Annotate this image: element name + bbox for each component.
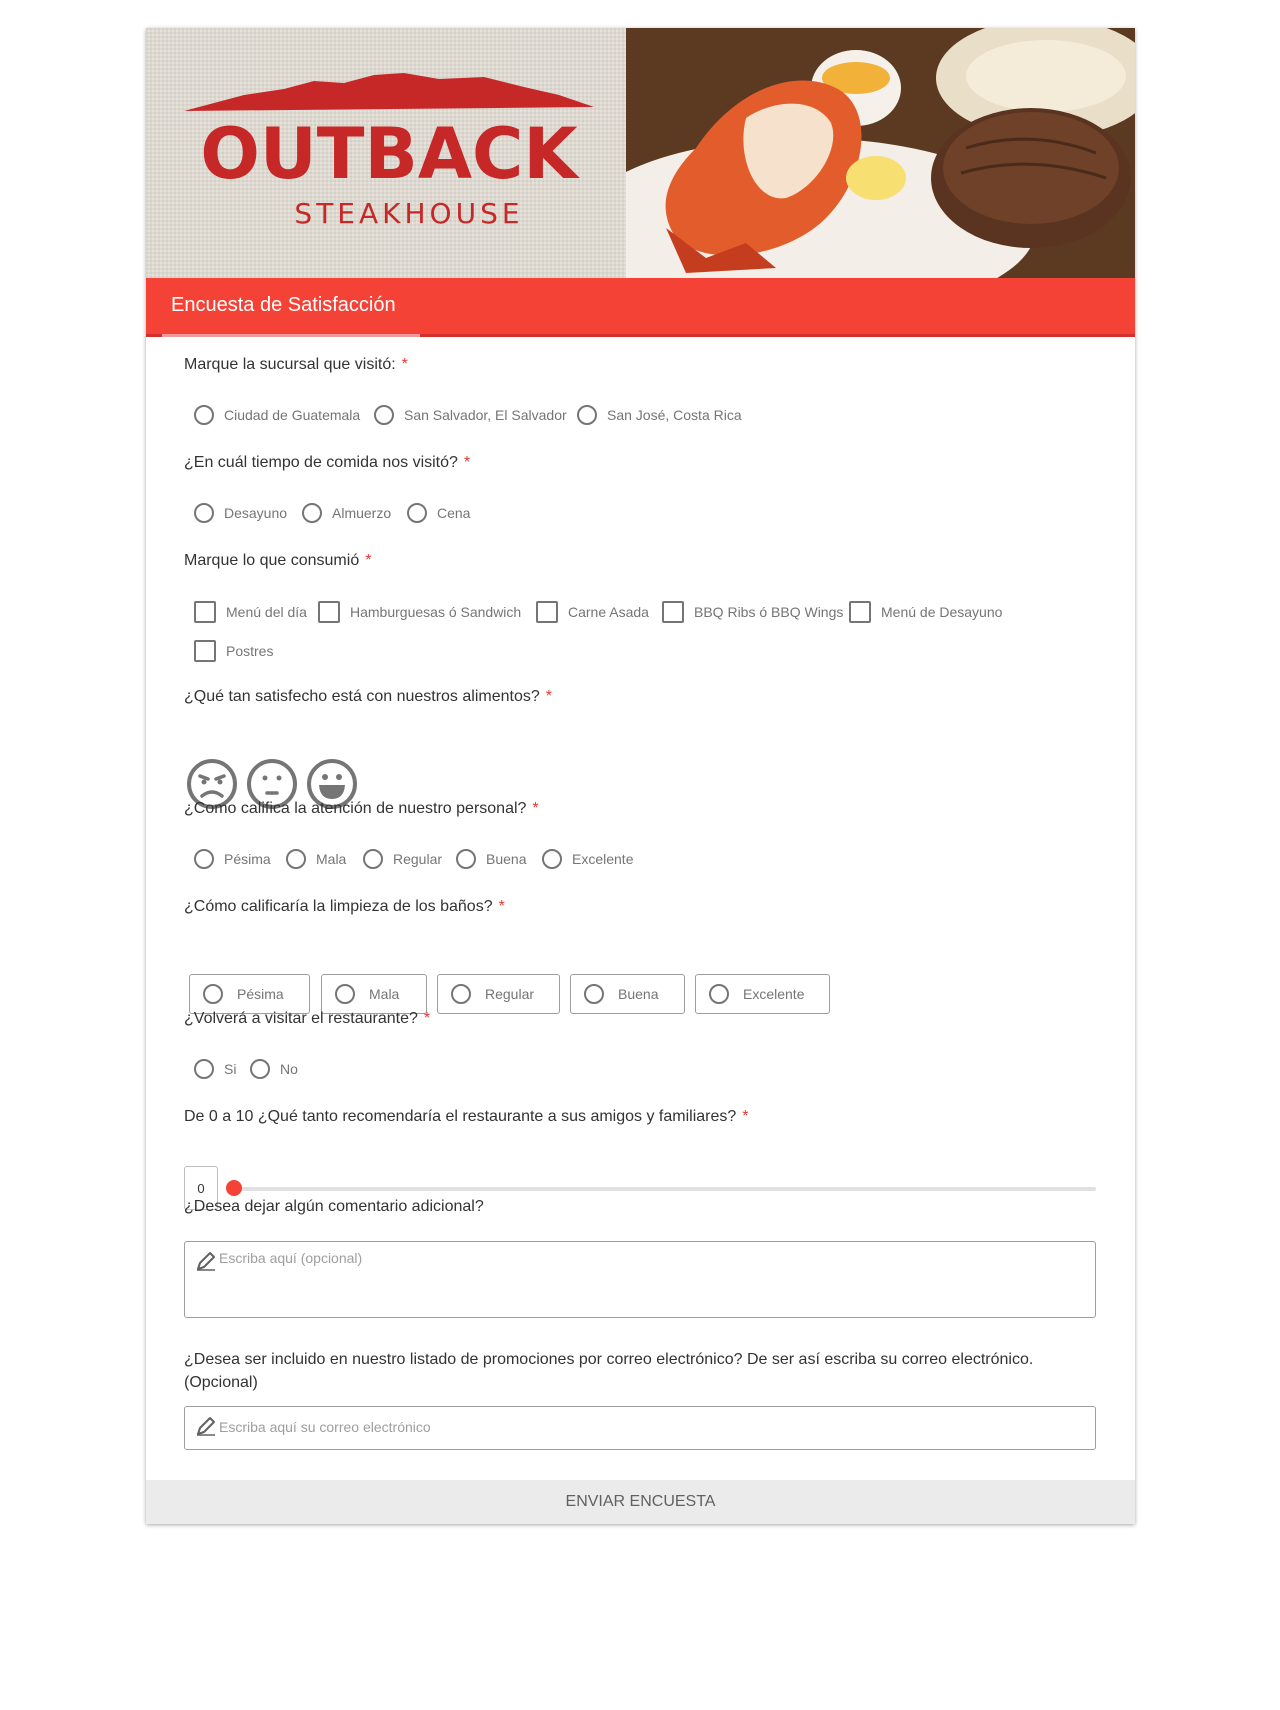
option-label: Mala (369, 986, 400, 1002)
radio-bath-regular[interactable] (437, 974, 560, 1014)
banner-image (146, 28, 1135, 278)
question-meal-time-label: ¿En cuál tiempo de comida nos visitó? (184, 454, 458, 471)
pencil-icon (195, 1415, 217, 1437)
option-label: Pésima (237, 986, 284, 1002)
required-mark: * (401, 356, 408, 373)
title-tab-indicator (162, 334, 420, 337)
question-recommend-label: De 0 a 10 ¿Qué tanto recomendaría el restaurante a sus amigos y familiares? (184, 1108, 737, 1125)
required-mark: * (742, 1108, 749, 1125)
radio-circle[interactable] (194, 503, 214, 523)
recommend-slider-thumb[interactable] (226, 1180, 242, 1196)
checkbox-box[interactable] (536, 601, 558, 623)
question-recommend (184, 1108, 749, 1126)
question-email-label: ¿Desea ser incluido en nuestro listado de promociones por correo electrónico? De ser así escriba su correo electrónico. (Opcional) (184, 1351, 1034, 1391)
radio-circle[interactable] (250, 1059, 270, 1079)
question-consumed-label: Marque lo que consumió (184, 552, 360, 569)
radio-staff-regular[interactable] (363, 849, 442, 869)
required-mark: * (532, 800, 539, 817)
radio-circle[interactable] (709, 984, 729, 1004)
radio-return-si[interactable] (194, 1059, 236, 1079)
question-branch (184, 356, 408, 374)
radio-circle[interactable] (302, 503, 322, 523)
option-label: Hamburguesas ó Sandwich (350, 604, 522, 620)
recommend-value-box: 0 (184, 1166, 218, 1210)
radio-circle[interactable] (194, 405, 214, 425)
logo-text-outback: OUTBACK (200, 113, 578, 195)
checkbox-box[interactable] (662, 601, 684, 623)
required-mark: * (423, 1010, 431, 1027)
option-label: Si (224, 1061, 237, 1077)
option-label: Excelente (572, 851, 634, 867)
email-field[interactable] (184, 1406, 1096, 1450)
checkbox-box[interactable] (318, 601, 340, 623)
option-label: Ciudad de Guatemala (224, 407, 361, 423)
radio-return-no[interactable] (250, 1059, 298, 1079)
comment-field[interactable] (184, 1241, 1096, 1318)
radio-bath-excelente[interactable] (695, 974, 830, 1014)
radio-bath-buena[interactable] (570, 974, 685, 1014)
survey-title-bar (146, 278, 1135, 337)
radio-branch-san-salvador[interactable] (374, 405, 567, 425)
option-label: San Salvador, El Salvador (404, 407, 567, 423)
option-label: No (280, 1061, 298, 1077)
radio-staff-excelente[interactable] (542, 849, 633, 869)
recommend-slider-track[interactable] (234, 1187, 1096, 1191)
question-branch-label: Marque la sucursal que visitó: (184, 356, 396, 373)
radio-meal-almuerzo[interactable] (302, 503, 391, 523)
question-return (184, 1010, 430, 1028)
question-staff (184, 800, 539, 818)
radio-circle[interactable] (363, 849, 383, 869)
survey-title: Encuesta de Satisfacción (171, 294, 396, 316)
email-input[interactable] (219, 1419, 1085, 1435)
radio-circle[interactable] (542, 849, 562, 869)
question-bathrooms-label: ¿Cómo calificaría la limpieza de los baños? (184, 898, 493, 915)
checkbox-box[interactable] (194, 601, 216, 623)
radio-circle[interactable] (584, 984, 604, 1004)
option-label: Almuerzo (332, 505, 392, 521)
question-staff-label: ¿Como califica la atención de nuestro personal? (184, 800, 527, 817)
radio-bath-pesima[interactable] (189, 974, 310, 1014)
question-consumed (184, 552, 371, 570)
option-label: San José, Costa Rica (607, 407, 742, 423)
option-label: Cena (437, 505, 471, 521)
question-food-label: ¿Qué tan satisfecho está con nuestros alimentos? (184, 688, 540, 705)
radio-meal-desayuno[interactable] (194, 503, 287, 523)
radio-meal-cena[interactable] (407, 503, 470, 523)
required-mark: * (498, 898, 505, 915)
radio-circle[interactable] (335, 984, 355, 1004)
radio-staff-pesima[interactable] (194, 849, 271, 869)
question-return-label: ¿Volverá a visitar el restaurante? (184, 1010, 418, 1027)
comment-textarea[interactable] (219, 1250, 1085, 1282)
submit-survey-button[interactable]: ENVIAR ENCUESTA (146, 1480, 1135, 1524)
checkbox-box[interactable] (849, 601, 871, 623)
radio-circle[interactable] (456, 849, 476, 869)
option-label: Regular (393, 851, 443, 867)
outback-logo (184, 73, 604, 233)
question-email (184, 1348, 1074, 1394)
food-photo (626, 28, 1135, 278)
checkbox-hamburguesas[interactable] (318, 601, 521, 623)
required-mark: * (545, 688, 552, 705)
option-label: Postres (226, 643, 274, 659)
required-mark: * (463, 454, 471, 471)
question-comment-label: ¿Desea dejar algún comentario adicional? (184, 1198, 484, 1215)
option-label: Buena (486, 851, 527, 867)
option-label: Pésima (224, 851, 271, 867)
radio-branch-san-jose[interactable] (577, 405, 742, 425)
radio-circle[interactable] (286, 849, 306, 869)
radio-circle[interactable] (577, 405, 597, 425)
option-label: Excelente (743, 986, 805, 1002)
question-food-satisfaction (184, 688, 552, 706)
logo-text-steakhouse: STEAKHOUSE (294, 197, 524, 230)
checkbox-bbq[interactable] (662, 601, 843, 623)
option-label: Regular (485, 986, 535, 1002)
radio-circle[interactable] (407, 503, 427, 523)
radio-staff-mala[interactable] (286, 849, 346, 869)
option-label: Menú del día (226, 604, 307, 620)
checkbox-postres[interactable] (194, 640, 273, 662)
option-label: Buena (618, 986, 659, 1002)
radio-circle[interactable] (194, 849, 214, 869)
radio-staff-buena[interactable] (456, 849, 526, 869)
option-label: Carne Asada (568, 604, 649, 620)
question-bathrooms (184, 898, 505, 916)
checkbox-carne-asada[interactable] (536, 601, 649, 623)
option-label: Mala (316, 851, 347, 867)
checkbox-menu-del-dia[interactable] (194, 601, 307, 623)
checkbox-box[interactable] (194, 640, 216, 662)
radio-branch-guatemala[interactable] (194, 405, 360, 425)
survey-card (146, 28, 1135, 1524)
radio-circle[interactable] (194, 1059, 214, 1079)
question-comment (184, 1198, 484, 1216)
option-label: Desayuno (224, 505, 288, 521)
option-label: BBQ Ribs ó BBQ Wings (694, 604, 844, 620)
radio-circle[interactable] (203, 984, 223, 1004)
option-label: Menú de Desayuno (881, 604, 1003, 620)
checkbox-menu-desayuno[interactable] (849, 601, 1002, 623)
pencil-icon (195, 1250, 217, 1272)
required-mark: * (365, 552, 372, 569)
radio-bath-mala[interactable] (321, 974, 427, 1014)
question-meal-time (184, 454, 470, 472)
radio-circle[interactable] (451, 984, 471, 1004)
radio-circle[interactable] (374, 405, 394, 425)
